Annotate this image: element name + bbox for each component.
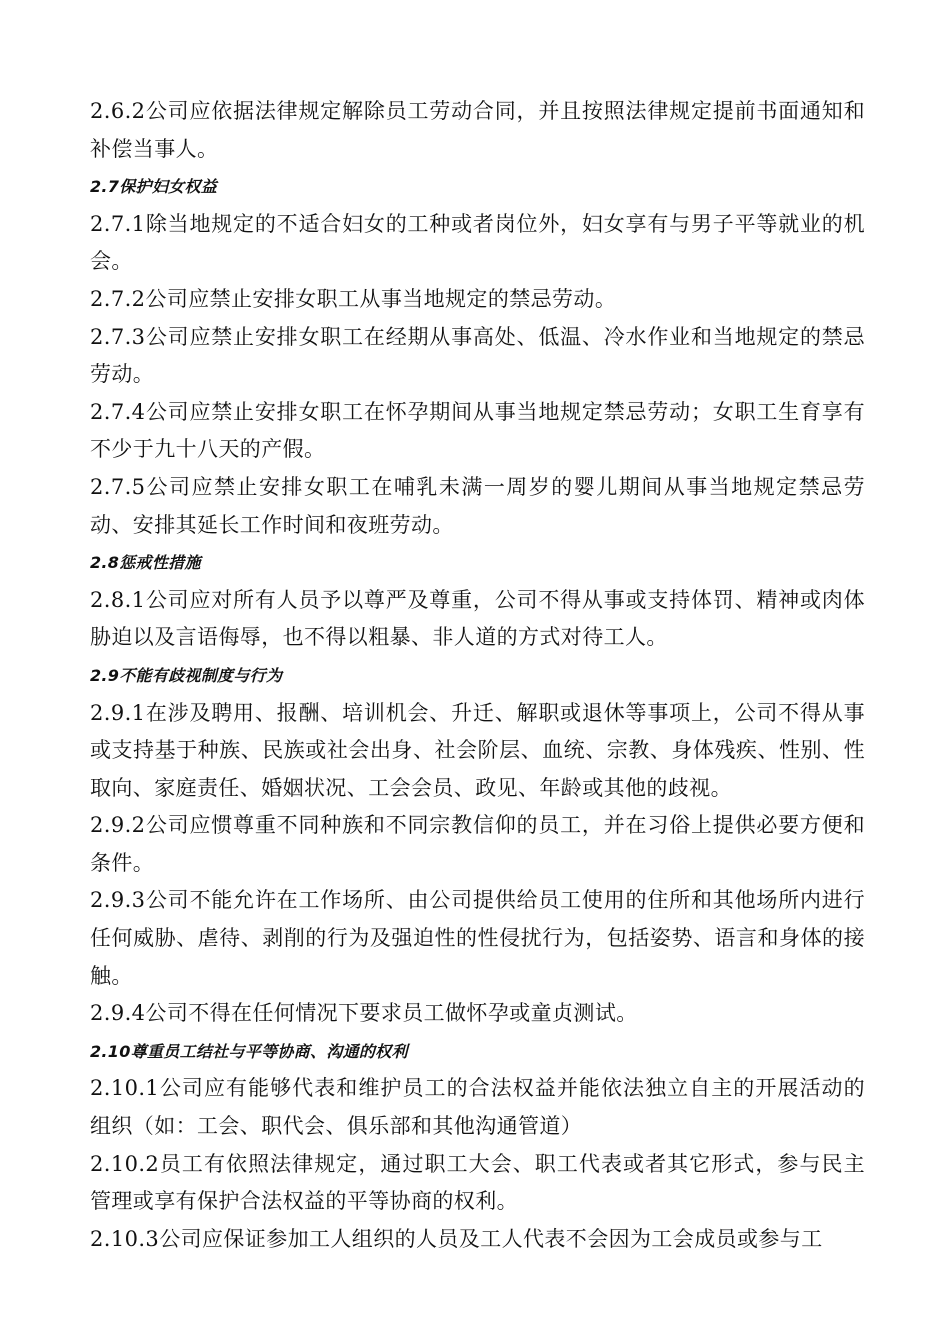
clause-2-9-2: 2.9.2公司应惯尊重不同种族和不同宗教信仰的员工，并在习俗上提供必要方便和条件。	[90, 813, 865, 875]
clause-2-9-4: 2.9.4公司不得在任何情况下要求员工做怀孕或童贞测试。	[90, 1001, 638, 1026]
clause-2-7-2: 2.7.2公司应禁止安排女职工从事当地规定的禁忌劳动。	[90, 286, 617, 311]
clause-2-6-2: 2.6.2公司应依据法律规定解除员工劳动合同，并且按照法律规定提前书面通知和补偿当事人。	[90, 99, 865, 161]
section-heading-2-8: 2.8惩戒性措施	[90, 553, 201, 573]
clause-2-7-4: 2.7.4公司应禁止安排女职工在怀孕期间从事当地规定禁忌劳动；女职工生育享有不少于九十八天的产假。	[90, 399, 865, 462]
section-heading-2-10: 2.10尊重员工结社与平等协商、沟通的权利	[90, 1041, 408, 1061]
clause-2-10-3: 2.10.3公司应保证参加工人组织的人员及工人代表不会因为工会成员或参与工	[90, 1226, 823, 1251]
clause-2-7-5: 2.7.5公司应禁止安排女职工在哺乳未满一周岁的婴儿期间从事当地规定禁忌劳动、安排其延长工作时间和夜班劳动。	[90, 474, 865, 537]
clause-2-7-3: 2.7.3公司应禁止安排女职工在经期从事高处、低温、冷水作业和当地规定的禁忌劳动。	[90, 324, 865, 387]
clause-2-7-1: 2.7.1除当地规定的不适合妇女的工种或者岗位外，妇女享有与男子平等就业的机会。	[90, 211, 865, 274]
clause-2-10-2: 2.10.2员工有依照法律规定，通过职工大会、职工代表或者其它形式，参与民主管理或享有保护合法权益的平等协商的权利。	[90, 1151, 865, 1214]
document-page	[90, 93, 865, 1258]
clause-2-9-3: 2.9.3公司不能允许在工作场所、由公司提供给员工使用的住所和其他场所内进行任何威胁、虐待、剥削的行为及强迫性的性侵扰行为，包括姿势、语言和身体的接触。	[90, 888, 865, 988]
clause-2-8-1: 2.8.1公司应对所有人员予以尊严及尊重，公司不得从事或支持体罚、精神或肉体胁迫以及言语侮辱，也不得以粗暴、非人道的方式对待工人。	[90, 587, 865, 650]
section-heading-2-7: 2.7保护妇女权益	[90, 177, 218, 197]
clause-2-9-1: 2.9.1在涉及聘用、报酬、培训机会、升迁、解职或退休等事项上，公司不得从事或支持基于种族、民族或社会出身、社会阶层、血统、宗教、身体残疾、性别、性取向、家庭责任、婚姻状况、工会会员、政见、年龄或其他的歧视。	[90, 700, 865, 800]
section-heading-2-9: 2.9不能有歧视制度与行为	[90, 665, 283, 685]
clause-2-10-1: 2.10.1公司应有能够代表和维护员工的合法权益并能依法独立自主的开展活动的组织（如：工会、职代会、俱乐部和其他沟通管道）	[90, 1076, 865, 1139]
